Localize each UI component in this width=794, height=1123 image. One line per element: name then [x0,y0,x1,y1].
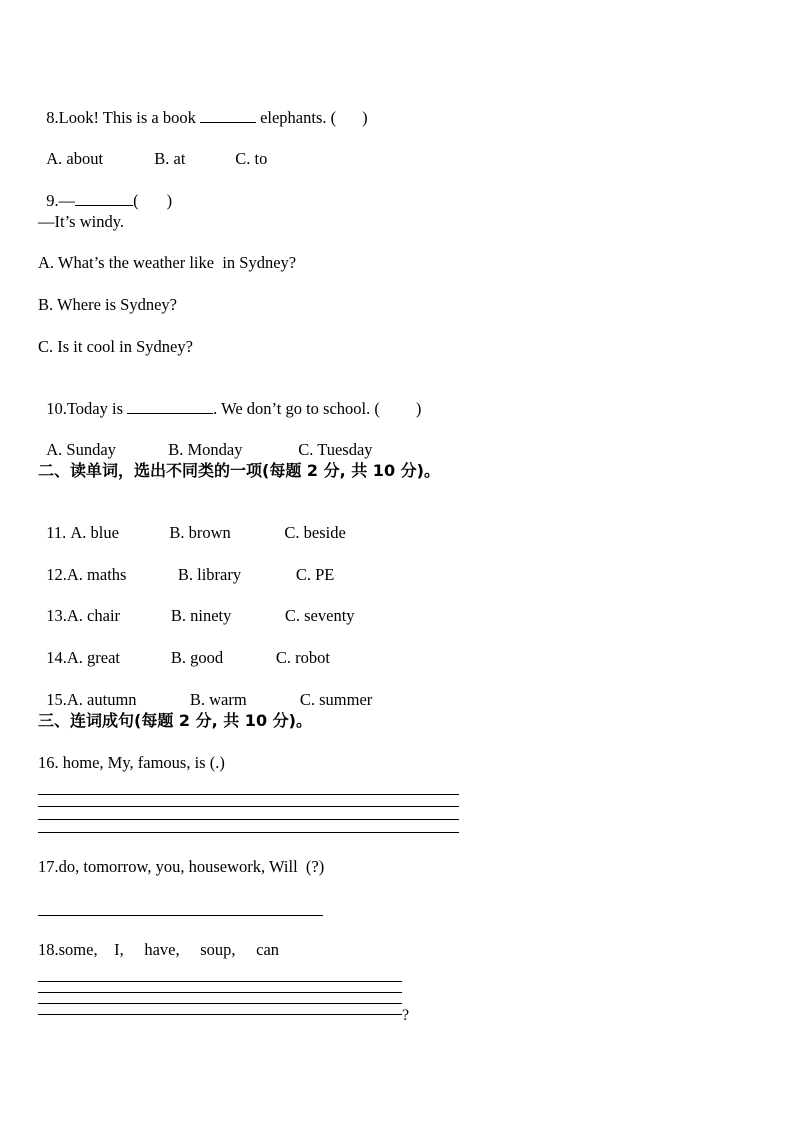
q10-stem-text-c: ) [415,399,422,418]
q18-answer-line-1[interactable] [38,981,402,982]
q8-options [38,129,267,169]
q9-reply: —It’s windy. [38,212,125,231]
q16-answer-line-1[interactable] [38,794,459,795]
q14-option-b: B. good [170,648,224,667]
q15-option-c: C. summer [299,690,373,709]
q13-option-c: C. seventy [284,606,355,625]
q17-answer-line[interactable] [38,915,323,916]
q8-option-a: A. about [46,149,104,168]
q15-option-a: A. autumn [66,690,137,709]
q18-answer-line-2[interactable] [38,992,402,993]
section2-heading: 二、读单词，选出不同类的一项(每题 2 分, 共 10 分)。 [38,461,440,480]
q16-prompt: 16. home, My, famous, is (.) [38,753,225,772]
q12-option-c: C. PE [295,565,335,584]
q11-option-b: B. brown [169,523,231,542]
q17-prompt: 17.do, tomorrow, you, housework, Will (?) [38,857,325,876]
q8-option-b: B. at [154,149,186,168]
q14-number: 14. [46,648,67,667]
q10-option-a: A. Sunday [46,440,116,459]
q8-stem [38,87,368,128]
q12-option-b: B. library [177,565,242,584]
q13-row [38,586,355,626]
q10-stem [38,378,421,419]
section3-heading: 三、连词成句(每题 2 分, 共 10 分)。 [38,711,312,730]
q13-option-b: B. ninety [170,606,232,625]
q12-option-a: A. maths [66,565,127,584]
q13-number: 13. [46,606,67,625]
q11-row [38,503,346,543]
q18-answer-line-3[interactable] [38,1003,402,1004]
q9-stem-text-a: 9.— [46,191,76,210]
q11-number: 11. [46,523,71,542]
q8-stem-text-c: ) [362,108,368,127]
q12-number: 12. [46,565,67,584]
q9-stem-text-b: ( [133,191,139,210]
q12-row [38,545,334,585]
q10-option-c: C. Tuesday [298,440,373,459]
q10-stem-text-b: . We don’t go to school. ( [213,399,380,418]
q8-answer-blank[interactable] [200,107,256,123]
q16-answer-line-2[interactable] [38,806,459,807]
q9-stem-text-c: ) [166,191,173,210]
q9-option-b: B. Where is Sydney? [38,295,178,314]
q14-option-a: A. great [66,648,121,667]
q15-option-b: B. warm [189,690,247,709]
q10-option-b: B. Monday [168,440,243,459]
q18-answer-line-4[interactable] [38,1014,402,1015]
q9-option-c: C. Is it cool in Sydney? [38,337,193,356]
q16-answer-line-3[interactable] [38,819,459,820]
q18-prompt: 18.some, I, have, soup, can [38,940,280,959]
q14-option-c: C. robot [275,648,330,667]
q10-options [38,420,373,460]
q11-option-a: A. blue [70,523,119,542]
q8-option-c: C. to [235,149,268,168]
q13-option-a: A. chair [66,606,121,625]
q15-row [38,670,372,710]
q9-option-a: A. What’s the weather like in Sydney? [38,253,297,272]
q16-answer-line-4[interactable] [38,832,459,833]
q9-answer-blank[interactable] [75,190,133,206]
q15-number: 15. [46,690,67,709]
q18-question-mark: ? [402,1007,410,1024]
q14-row [38,628,330,668]
q8-stem-text-b: elephants. ( [255,108,337,127]
q11-option-c: C. beside [284,523,346,542]
q10-stem-text-a: 10.Today is [46,399,128,418]
q9-stem [38,170,172,211]
q8-stem-text-a: 8.Look! This is a book [46,108,200,127]
q10-answer-blank[interactable] [127,398,213,414]
